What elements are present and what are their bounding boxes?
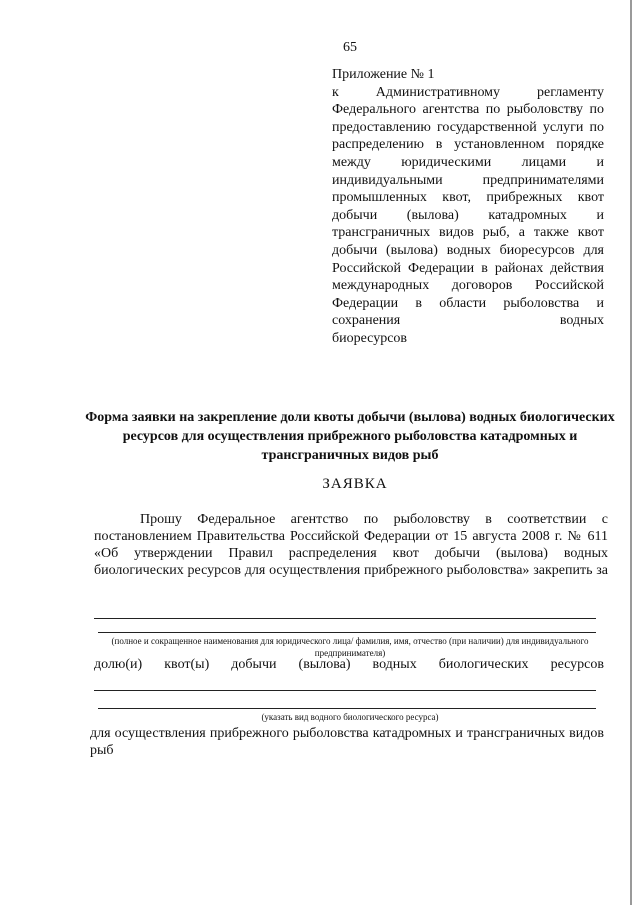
scan-edge-line xyxy=(630,0,632,905)
form-title: Форма заявки на закрепление доли квоты добычи (вылова) водных биологических ресурсов для осуществления прибрежного рыболовства катадромных и трансграничных видов рыб xyxy=(85,410,615,463)
applicant-fill-line-2 xyxy=(98,632,596,633)
request-paragraph: Прошу Федеральное агентство по рыболовству в соответствии с постановлением Правительства Российской Федерации от 15 августа 2008 г. № 611 «Об утверждении Правил распределения квот добычи (вылова) водных биологических ресурсов для осуществления прибрежного рыболовства» закрепить за xyxy=(94,512,608,578)
page-number: 65 xyxy=(343,40,357,55)
share-text: долю(и) квот(ы) добычи (вылова) водных биологических ресурсов xyxy=(94,657,604,672)
resource-caption: (указать вид водного биологического ресурса) xyxy=(261,712,439,722)
appendix-title: Приложение № 1 xyxy=(332,67,435,82)
appendix-block xyxy=(332,66,604,348)
applicant-caption: (полное и сокращенное наименования для юридического лица/ фамилия, имя, отчество (при наличии) для индивидуального предпринимателя) xyxy=(111,636,589,658)
purpose-text: для осуществления прибрежного рыболовства катадромных и трансграничных видов рыб xyxy=(90,726,604,758)
appendix-last-line: биоресурсов xyxy=(332,330,408,346)
resource-fill-line-1 xyxy=(94,690,596,691)
resource-fill-line-2 xyxy=(98,708,596,709)
appendix-body: к Административному регламенту Федерального агентства по рыболовству по предоставлению государственной услуги по распределению в установленном порядке между юридическими лицами и индивидуальными предпринимателями промышленных квот, прибрежных квот добычи (вылова) катадромных и трансграничных видов рыб, а также квот добычи (вылова) водных биоресурсов для Российской Федерации в районах действия международных договоров Российской Федерации в области рыболовства и сохранения водных xyxy=(332,84,604,329)
applicant-fill-line-1 xyxy=(94,618,596,619)
document-heading: ЗАЯВКА xyxy=(322,476,388,492)
